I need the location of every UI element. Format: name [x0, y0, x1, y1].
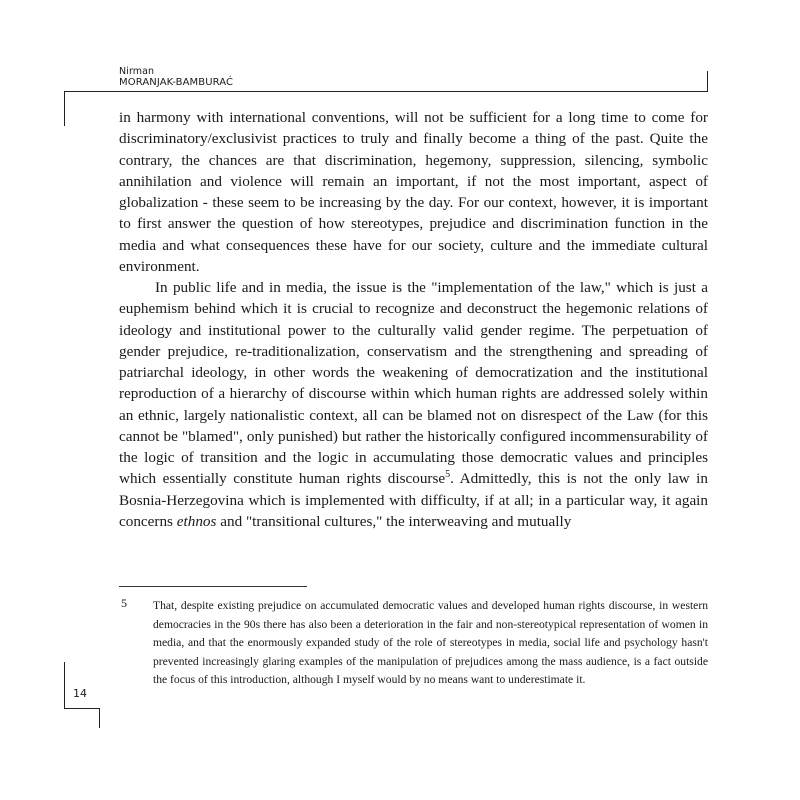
footnote-separator — [119, 586, 307, 587]
paragraph: in harmony with international conventions, will not be sufficient for a long time to come for discriminatory/exclusivist practices to truly and finally become a thing of the past. Quite the contrary, the chances are that discrimination, hegemony, suppression, silencing, symbolic annihilation and violence will remain an important, if not the most important, aspect of globalization - these seem to be increasing by the day. For our context, however, it is important to first answer the question of how stereotypes, prejudice and discrimination function in the media and what consequences these have for our society, culture and the immediate cultural environment. — [119, 109, 708, 275]
paragraph — [119, 277, 708, 532]
footnote-number: 5 — [121, 596, 127, 610]
footnote-reference: 5 — [445, 469, 451, 481]
page-number-rule — [64, 708, 100, 709]
paragraph-text: In public life and in media, the issue is the "implementation of the law," which is just a euphemism behind which it is crucial to recognize and deconstruct the hegemonic relations of ideology and institutional power to the culturally valid gender regime. The perpetuation of gender prejudice, re-traditionalization, conservatism and the strengthening and spreading of patriarchal ideology, in other words the weakening of democratization and the institutional reproduction of a hierarchy of discourse within which human rights are addressed solely within an ethnic, largely nationalistic context, all can be blamed not on disrespect of the Law (for this cannot be "blamed", only punished) but rather the historically configured incommensurability of the logic of transition and the logic in accumulating those democratic values and principles which essentially constitute human rights discourse — [119, 279, 708, 488]
paragraph-text: and "transitional cultures," the interweaving and mutually — [216, 512, 572, 530]
paragraph-text: . Admittedly, this is not the only law in Bosnia-Herzegovina which is implemented with difficulty, if at all; in a particular way, it again concerns — [119, 470, 708, 530]
header-rule — [64, 91, 708, 92]
author-last-name: MORANJAK-BAMBURAĆ — [119, 77, 234, 88]
page-number-top-tick — [64, 662, 65, 709]
emphasis-text: ethnos — [176, 512, 217, 530]
header-right-tick — [707, 71, 708, 92]
page-number: 14 — [73, 687, 87, 700]
header-left-tick — [64, 91, 65, 126]
body-text — [119, 107, 708, 532]
page-number-bottom-tick — [99, 708, 100, 728]
footnote-text: That, despite existing prejudice on accumulated democratic values and developed human rights discourse, in western democracies in the 90s there has also been a deterioration in the fair and non-stereotypical representation of women in media, and that the enormously expanded study of the role of stereotypes in media, social life and psychology hasn't prevented increasingly glaring examples of the manipulation of prejudices among the mass audience, is a fact outside the focus of this introduction, although I myself would by no means want to underestimate it. — [153, 599, 708, 687]
author-first-name: Nirman — [119, 66, 155, 77]
